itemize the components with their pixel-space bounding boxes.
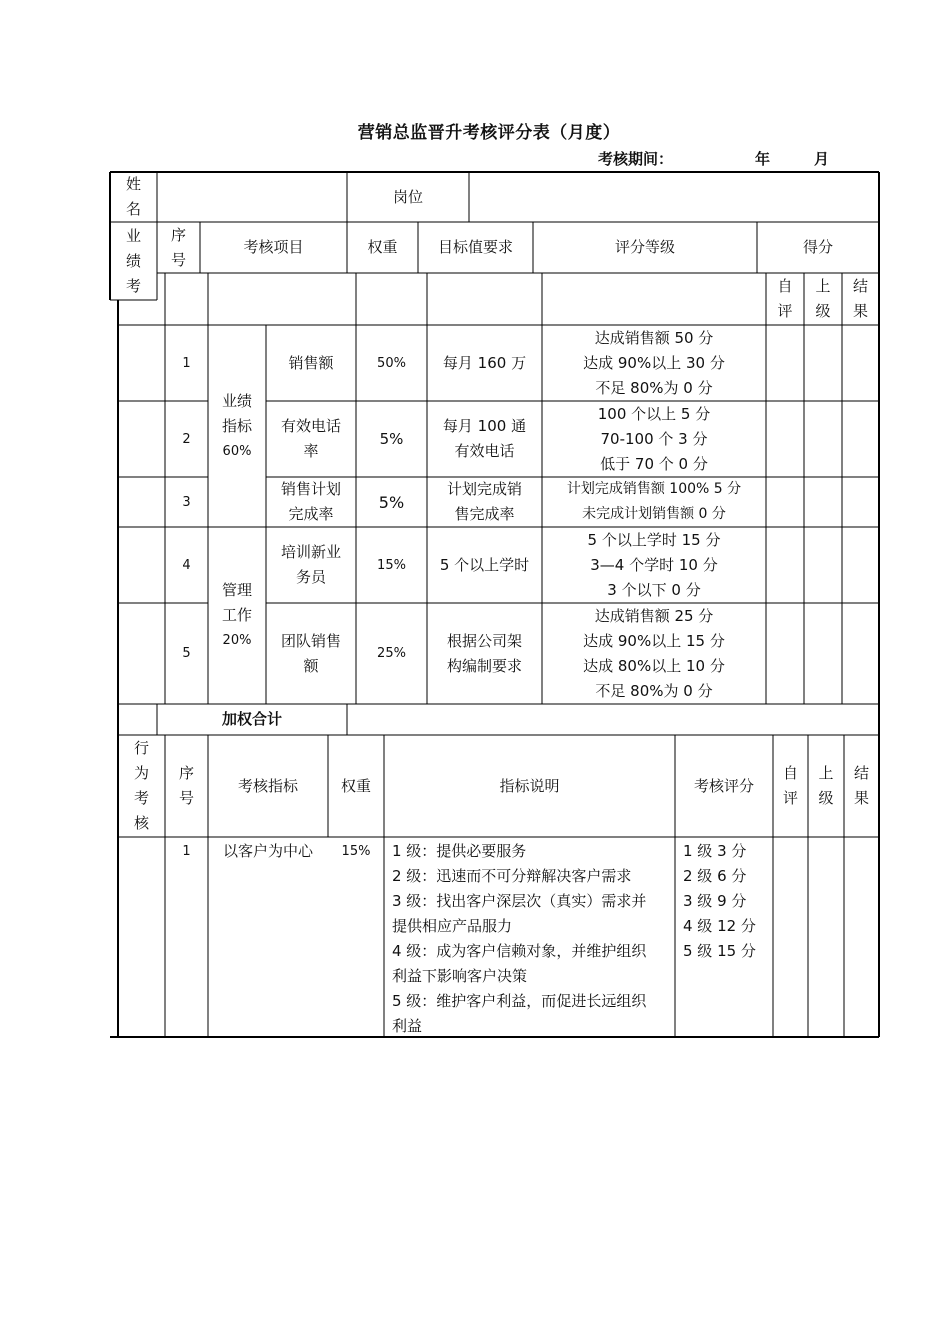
behavior-row-eval: 1 级 3 分 2 级 6 分 3 级 9 分 4 级 12 分 5 级 15 分 <box>683 842 756 960</box>
row-item: 销售额 <box>288 353 334 372</box>
behavior-result-header: 结 果 <box>853 764 869 807</box>
row-grade: 达成销售额 50 分 达成 90%以上 30 分 不足 80%为 0 分 <box>583 328 725 397</box>
row-target: 5 个以上学时 <box>439 555 530 574</box>
name-value[interactable] <box>157 172 347 222</box>
row-target: 每月 160 万 <box>442 353 527 372</box>
grade-header: 评分等级 <box>614 238 675 256</box>
row-weight: 5% <box>379 429 404 448</box>
period-month: 月 <box>814 150 830 168</box>
seq-header: 序 号 <box>170 225 186 269</box>
row-target: 根据公司架 构编制要求 <box>446 631 522 675</box>
behavior-eval-header: 考核评分 <box>693 776 754 795</box>
behavior-index-header: 考核指标 <box>237 776 298 795</box>
row-seq: 4 <box>182 557 191 573</box>
result-header: 结 果 <box>852 277 868 320</box>
row-weight: 15% <box>377 557 406 573</box>
behavior-row-weight: 15% <box>341 844 371 859</box>
period-label: 考核期间： <box>598 150 674 168</box>
performance-section-label: 业 绩 考 <box>125 227 141 295</box>
row-weight: 50% <box>377 355 406 371</box>
weighted-total-label: 加权合计 <box>221 710 282 728</box>
post-value[interactable] <box>469 172 879 222</box>
row-seq: 2 <box>182 431 191 447</box>
group-management: 管理 工作 20% <box>221 581 252 648</box>
behavior-desc-header: 指标说明 <box>499 776 560 795</box>
row-grade: 达成销售额 25 分 达成 90%以上 15 分 达成 80%以上 10 分 不足 80%为 0 分 <box>583 606 725 700</box>
behavior-self-header: 自 评 <box>782 764 798 807</box>
row-item: 有效电话 率 <box>280 417 341 460</box>
score-header: 得分 <box>802 238 833 256</box>
name-label: 姓 名 <box>125 175 141 218</box>
row-seq: 5 <box>182 646 191 661</box>
behavior-superior-header: 上 级 <box>818 764 834 807</box>
behavior-row-desc: 1 级：提供必要服务 2 级：迅速而不可分辩解决客户需求 3 级：找出客户深层次（真实）需求并 提供相应产品服力 4 级：成为客户信赖对象，并维护组织 利益下影响客户决策 5 级：维护客户利益，而促进长远组织 利益 <box>392 842 647 1035</box>
behavior-row-index: 以客户为中心 <box>222 842 313 860</box>
row-seq: 1 <box>182 355 191 371</box>
item-header: 考核项目 <box>243 238 304 256</box>
row-target: 每月 100 通 有效电话 <box>442 417 527 460</box>
behavior-weight-header: 权重 <box>340 776 371 795</box>
row-seq: 3 <box>182 494 191 510</box>
group-performance: 业绩 指标 60% <box>221 391 252 459</box>
weighted-total-value[interactable] <box>347 704 879 735</box>
page-title: 营销总监晋升考核评分表（月度） <box>357 123 621 143</box>
row-item: 销售计划 完成率 <box>280 480 341 523</box>
behavior-section-label: 行 为 考 核 <box>133 739 149 832</box>
self-eval-header: 自 评 <box>777 277 793 320</box>
post-label: 岗位 <box>392 187 423 206</box>
row-weight: 25% <box>377 646 406 661</box>
row-weight: 5% <box>378 492 405 512</box>
weight-header: 权重 <box>367 238 398 256</box>
row-item: 培训新业 务员 <box>280 543 341 586</box>
behavior-seq-header: 序 号 <box>178 764 194 807</box>
row-grade: 计划完成销售额 100% 5 分 未完成计划销售额 0 分 <box>566 481 742 522</box>
superior-header: 上 级 <box>815 277 831 320</box>
behavior-row-seq: 1 <box>182 844 191 859</box>
target-header: 目标值要求 <box>437 238 513 256</box>
period-year: 年 <box>755 150 771 168</box>
row-grade: 100 个以上 5 分 70-100 个 3 分 低于 70 个 0 分 <box>597 404 711 473</box>
row-item: 团队销售 额 <box>280 631 341 675</box>
row-target: 计划完成销 售完成率 <box>446 480 522 523</box>
row-grade: 5 个以上学时 15 分 3—4 个学时 10 分 3 个以下 0 分 <box>587 530 721 599</box>
